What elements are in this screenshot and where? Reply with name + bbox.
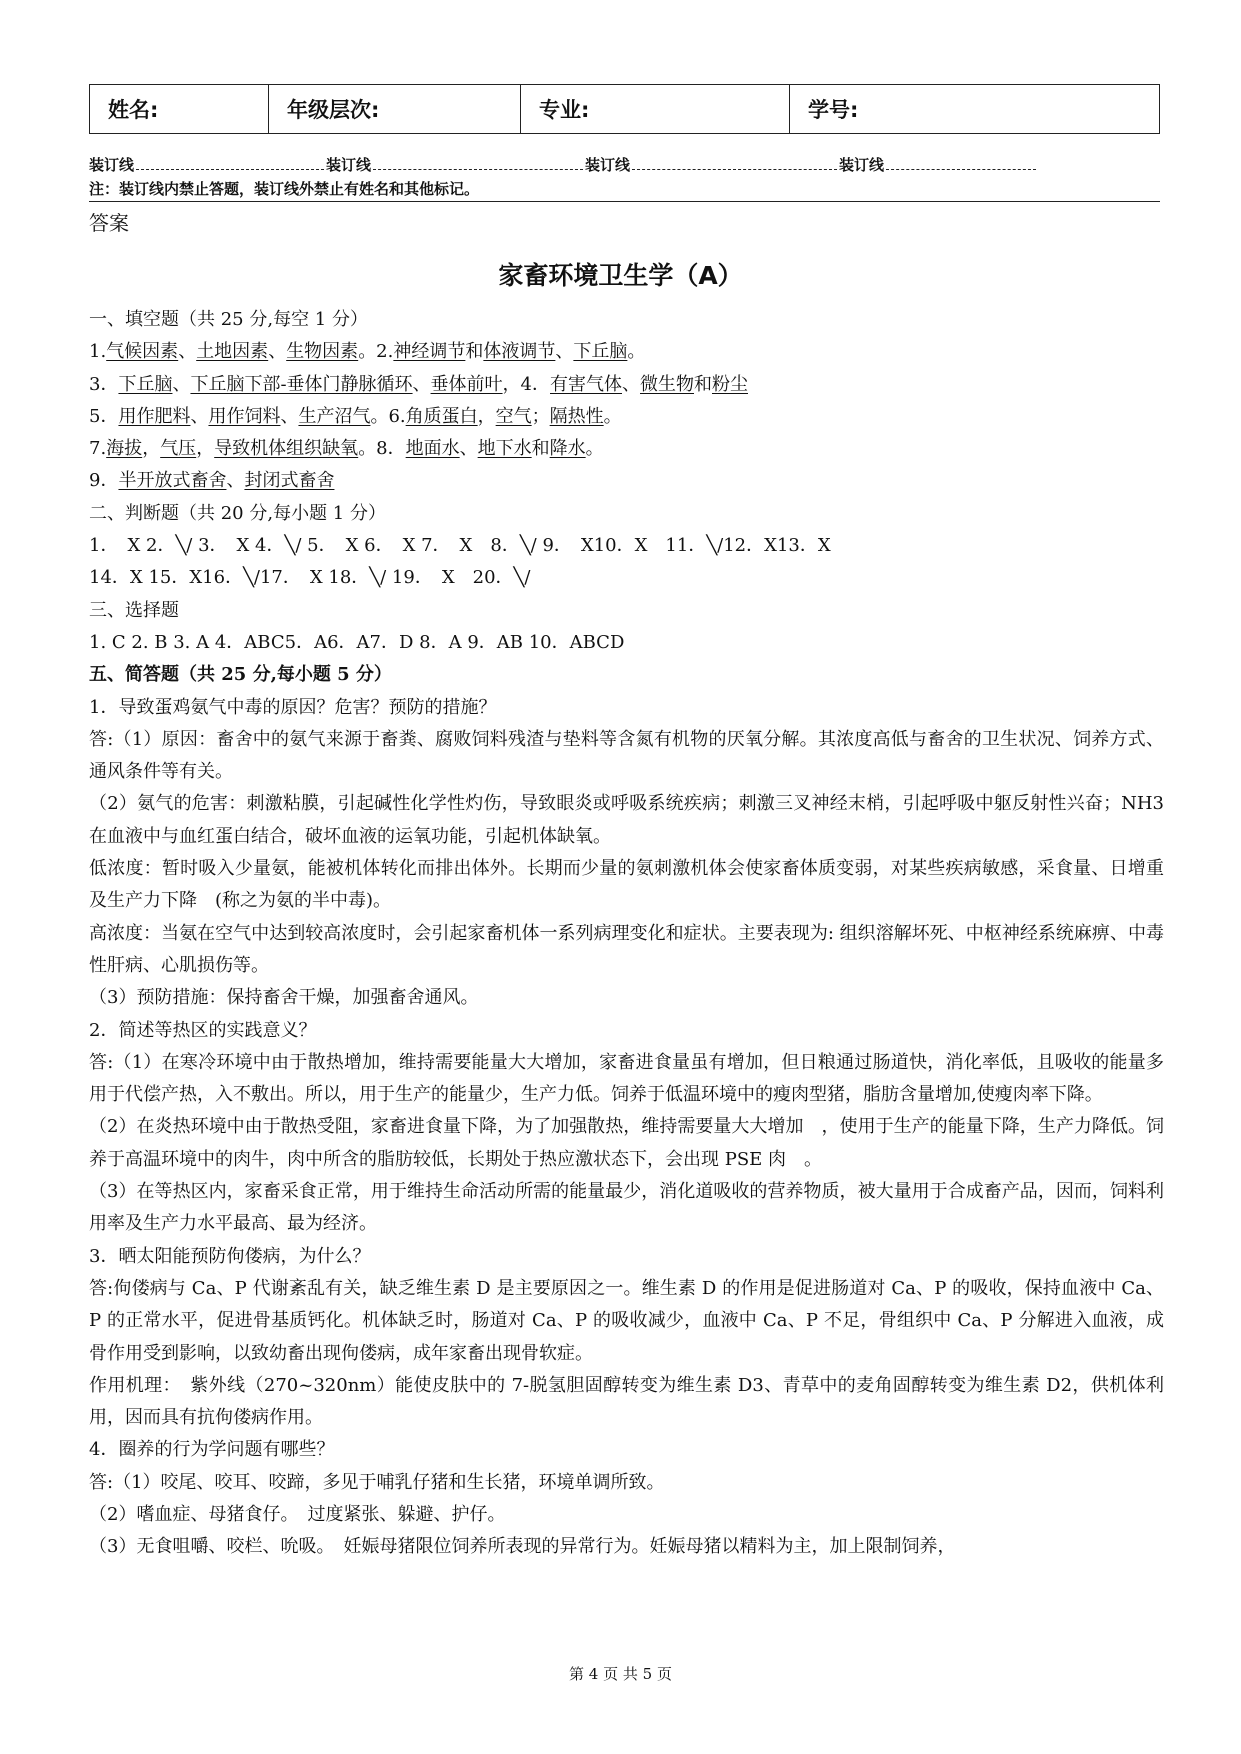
major-label: 专业: [539, 98, 590, 122]
q1-answer-5: （3）预防措施：保持畜舍干燥，加强畜舍通风。 [89, 987, 479, 1009]
binding-label-3: 装订线 [585, 156, 631, 174]
section-1-heading: 一、填空题（共 25 分,每空 1 分） [89, 309, 368, 330]
fill-line-3: 5．用作肥料、用作饲料、生产沼气。6.角质蛋白，空气；隔热性。 [89, 405, 622, 427]
q4-question: 4．圈养的行为学问题有哪些？ [89, 1439, 335, 1461]
q3-answer-2: 作用机理： 紫外线（270~320nm）能使皮肤中的 7-脱氢胆固醇转变为维生素 D3、青草中的麦角固醇转变为维生素 D2，供机体利用，因而具有抗佝偻病作用。 [89, 1374, 1164, 1429]
fill-line-2: 3．下丘脑、下丘脑下部-垂体门静脉循环、垂体前叶，4．有害气体、微生物和粉尘 [89, 373, 748, 395]
q3-answer-1: 答:佝偻病与 Ca、P 代谢紊乱有关，缺乏维生素 D 是主要原因之一。维生素 D 的作用是促进肠道对 Ca、P 的吸收，保持血液中 Ca、P 的正常水平，促进骨基质钙化。机体缺乏时，肠道对 Ca、P 的吸收减少，血液中 Ca、P 不足，骨组织中 Ca、P 分解进入血液，成骨作用受到影响，以致幼畜出现佝偻病，成年家畜出现骨软症。 [89, 1277, 1164, 1364]
q2-answer-3: （3）在等热区内，家畜采食正常，用于维持生命活动所需的能量最少，消化道吸收的营养物质，被大量用于合成畜产品，因而，饲料利用率及生产力水平最高、最为经济。 [89, 1181, 1164, 1235]
q1-answer-2: （2）氨气的危害：刺激粘膜，引起碱性化学性灼伤，导致眼炎或呼吸系统疾病；刺激三叉神经末梢，引起呼吸中躯反射性兴奋；NH3 在血液中与血红蛋白结合，破坏血液的运氧功能，引起机体缺氧。 [89, 793, 1164, 847]
grade-label: 年级层次: [287, 98, 380, 122]
q3-question: 3．晒太阳能预防佝偻病，为什么？ [89, 1245, 371, 1267]
judge-line-1: 1． X 2．╲/ 3． X 4．╲/ 5． X 6． X 7． X 8．╲/ 9． X10．X 11．╲/12．X13．X [89, 535, 831, 557]
q1-question: 1．导致蛋鸡氨气中毒的原因？危害？预防的措施？ [89, 696, 497, 718]
name-label: 姓名: [108, 98, 159, 122]
major-field[interactable] [521, 85, 790, 134]
name-field[interactable] [90, 85, 269, 134]
binding-label-2: 装订线 [326, 156, 372, 174]
fill-line-1: 1.气候因素、土地因素、生物因素。2.神经调节和体液调节、下丘脑。 [89, 341, 646, 363]
page-title: 家畜环境卫生学（A） [498, 261, 743, 290]
judge-line-2: 14．X 15．X16．╲/17． X 18．╲/ 19． X 20．╲/ [89, 567, 531, 589]
q2-answer-2: （2）在炎热环境中由于散热受阻，家畜进食量下降，为了加强散热，维持需要量大大增加 ，使用于生产的能量下降，生产力降低。饲养于高温环境中的肉牛，肉中所含的脂肪较低，长期处于热应激状态下，会出现 PSE 肉 。 [89, 1116, 1164, 1170]
id-field[interactable] [790, 85, 1160, 134]
binding-label-4: 装订线 [839, 156, 885, 174]
answer-content [89, 304, 1164, 1564]
section-2-heading: 二、判断题（共 20 分,每小题 1 分） [89, 502, 386, 524]
choice-answers: 1. C 2. B 3. A 4．ABC5．A6．A7．D 8．A 9．AB 10．ABCD [89, 631, 625, 653]
grade-field[interactable] [269, 85, 521, 134]
q4-answer-1: 答:（1）咬尾、咬耳、咬蹄，多见于哺乳仔猪和生长猪，环境单调所致。 [89, 1471, 665, 1493]
binding-notice: 注：装订线内禁止答题，装订线外禁止有姓名和其他标记。 [89, 178, 1160, 202]
fill-line-4: 7.海拔，气压，导致机体组织缺氧。8．地面水、地下水和降水。 [89, 438, 604, 460]
section-3-heading: 三、选择题 [89, 599, 179, 621]
binding-line [89, 154, 1160, 175]
binding-label-1: 装订线 [89, 156, 135, 174]
id-label: 学号: [808, 98, 859, 122]
q4-answer-3: （3）无食咀嚼、咬栏、吮吸。 妊娠母猪限位饲养所表现的异常行为。妊娠母猪以精料为主，加上限制饲养， [89, 1536, 956, 1558]
answer-label: 答案 [89, 211, 129, 235]
q4-answer-2: （2）嗜血症、母猪食仔。 过度紧张、躲避、护仔。 [89, 1503, 506, 1525]
section-5-heading: 五、简答题（共 25 分,每小题 5 分） [89, 664, 392, 686]
page-number: 第 4 页 共 5 页 [569, 1665, 672, 1683]
q1-answer-3: 低浓度：暂时吸入少量氨，能被机体转化而排出体外。长期而少量的氨刺激机体会使家畜体质变弱，对某些疾病敏感，采食量、日增重及生产力下降 (称之为氨的半中毒)。 [89, 858, 1164, 912]
q2-answer-1: 答:（1）在寒冷环境中由于散热增加，维持需要能量大大增加，家畜进食量虽有增加，但日粮通过肠道快，消化率低，且吸收的能量多用于代偿产热，入不敷出。所以，用于生产的能量少，生产力低。饲养于低温环境中的瘦肉型猪，脂肪含量增加,使瘦肉率下降。 [89, 1051, 1164, 1106]
student-info-table [89, 84, 1160, 134]
q2-question: 2．简述等热区的实践意义？ [89, 1019, 317, 1041]
q1-answer-4: 高浓度：当氨在空气中达到较高浓度时，会引起家畜机体一系列病理变化和症状。主要表现为: 组织溶解坏死、中枢神经系统麻痹、中毒性肝病、心肌损伤等。 [89, 922, 1164, 976]
fill-line-5: 9．半开放式畜舍、封闭式畜舍 [89, 470, 335, 492]
q1-answer-1: 答:（1）原因：畜舍中的氨气来源于畜粪、腐败饲料残渣与垫料等含氮有机物的厌氧分解。其浓度高低与畜舍的卫生状况、饲养方式、通风条件等有关。 [89, 728, 1164, 783]
